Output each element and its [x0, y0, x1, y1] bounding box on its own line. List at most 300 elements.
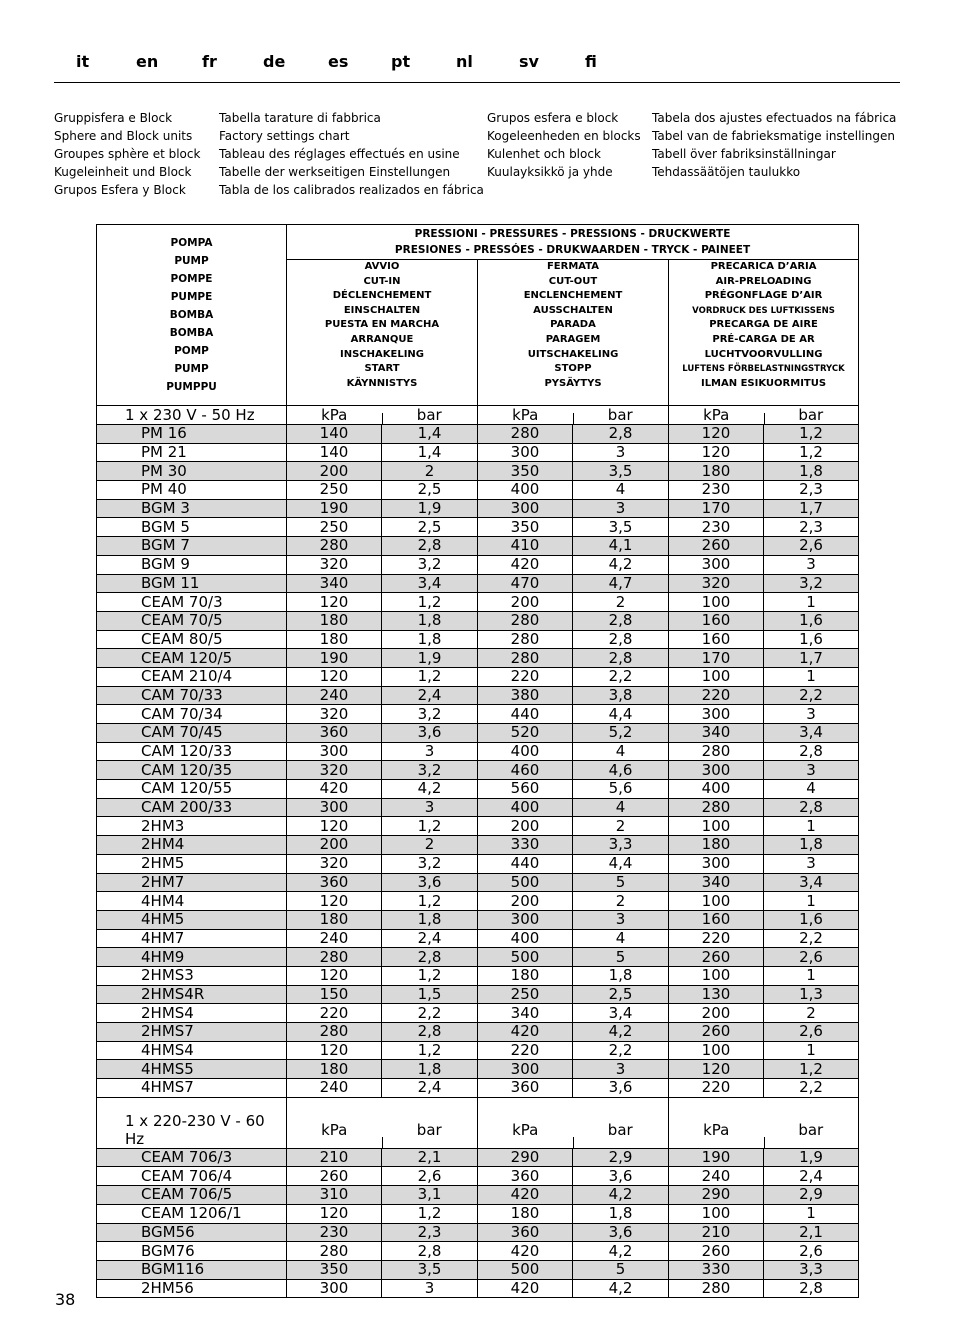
title-line: Gruppisfera e Block	[54, 111, 173, 125]
pressure-value: 420	[478, 555, 573, 574]
pressure-value: 2,2	[764, 686, 859, 705]
pressure-value: 2	[573, 892, 669, 911]
table-row	[97, 1023, 859, 1042]
table-row	[97, 611, 859, 630]
cut-out-header: FERMATA CUT-OUT ENCLENCHEMENT AUSSCHALTEN PARADA PARAGEM UITSCHAKELING STOPP PYSÄYTYS	[478, 260, 669, 406]
pressure-value: 4,4	[573, 854, 669, 873]
table-row	[97, 574, 859, 593]
pump-model: CAM 120/55	[97, 780, 287, 799]
pressure-value: 3	[764, 854, 859, 873]
table-row	[97, 780, 859, 799]
pressure-value: 400	[478, 929, 573, 948]
pressure-value: 300	[669, 555, 764, 574]
pressure-value: 120	[287, 966, 382, 985]
pressure-value: 260	[669, 1242, 764, 1261]
pressure-value: 5,6	[573, 780, 669, 799]
pressure-value: 120	[287, 1041, 382, 1060]
pressure-value: 150	[287, 985, 382, 1004]
pressure-value: 200	[287, 836, 382, 855]
pressure-value: 190	[287, 499, 382, 518]
pressure-value: 5	[573, 1260, 669, 1279]
lang-en: en	[136, 52, 159, 71]
pressure-value: 2,3	[382, 1223, 478, 1242]
pressure-value: 190	[669, 1148, 764, 1167]
pump-model: CAM 120/35	[97, 761, 287, 780]
spacer-cell	[573, 1097, 669, 1112]
unit-kpa: kPa	[287, 406, 382, 425]
pressure-value: 2,6	[764, 1242, 859, 1261]
pressure-value: 560	[478, 780, 573, 799]
pressure-value: 340	[478, 1004, 573, 1023]
pressure-value: 280	[669, 1279, 764, 1298]
pressure-value: 1,2	[382, 667, 478, 686]
pressure-value: 3,6	[573, 1223, 669, 1242]
pressure-value: 280	[478, 611, 573, 630]
pressure-value: 3	[573, 499, 669, 518]
pressure-value: 1,4	[382, 425, 478, 444]
table-row	[97, 948, 859, 967]
pump-model: 2HMS4R	[97, 985, 287, 1004]
pressure-value: 520	[478, 724, 573, 743]
pressure-value: 360	[287, 724, 382, 743]
pressure-value: 440	[478, 705, 573, 724]
pressure-value: 300	[287, 1279, 382, 1298]
pressure-value: 3	[573, 1060, 669, 1079]
pump-model: 2HMS3	[97, 966, 287, 985]
pressure-value: 260	[669, 1023, 764, 1042]
pressure-value: 3	[382, 798, 478, 817]
table-row	[97, 854, 859, 873]
pressure-value: 1,2	[382, 1041, 478, 1060]
pressure-value: 280	[478, 649, 573, 668]
table-row	[97, 593, 859, 612]
pressure-value: 360	[478, 1223, 573, 1242]
pressure-value: 1,2	[382, 1204, 478, 1223]
pressure-value: 3,6	[573, 1079, 669, 1098]
pressure-value: 2,8	[382, 1023, 478, 1042]
pressure-value: 180	[287, 630, 382, 649]
table-row	[97, 761, 859, 780]
title-line: Kogeleenheden en blocks	[487, 129, 641, 143]
lang-de: de	[263, 52, 286, 71]
pressure-value: 180	[669, 836, 764, 855]
pressure-value: 420	[478, 1023, 573, 1042]
unit-kpa: kPa	[478, 1112, 573, 1149]
pressure-value: 100	[669, 1204, 764, 1223]
pressure-value: 2,4	[382, 1079, 478, 1098]
pressure-value: 320	[287, 761, 382, 780]
pressure-value: 2,8	[573, 649, 669, 668]
pressure-value: 3,4	[382, 574, 478, 593]
pressure-value: 290	[478, 1148, 573, 1167]
table-row	[97, 1204, 859, 1223]
pressure-value: 2,2	[382, 1004, 478, 1023]
pressure-value: 160	[669, 611, 764, 630]
pressure-value: 500	[478, 1260, 573, 1279]
air-preload-header: PRECARICA D’ARIA AIR-PRELOADING PRÉGONFLAGE D’AIR VORDRUCK DES LUFTKISSENS PRECARGA DE AIRE PRÉ-CARGA DE AR LUCHTVOORVULLING LUFTENS FÖRBELASTNINGSTRYCK ILMAN ESIKUORMITUS	[669, 260, 859, 406]
pressure-value: 1	[764, 667, 859, 686]
pump-model: CAM 120/33	[97, 742, 287, 761]
pressure-value: 2,5	[573, 985, 669, 1004]
table-row	[97, 836, 859, 855]
pressure-value: 180	[669, 462, 764, 481]
pressure-value: 120	[287, 593, 382, 612]
title-column-4	[652, 109, 896, 181]
pressure-value: 410	[478, 537, 573, 556]
unit-kpa: kPa	[478, 406, 573, 425]
pressure-value: 200	[478, 593, 573, 612]
pressure-value: 500	[478, 948, 573, 967]
pump-model: CEAM 706/5	[97, 1186, 287, 1205]
pump-model: 4HMS4	[97, 1041, 287, 1060]
pressure-value: 4,4	[573, 705, 669, 724]
pressure-value: 1,6	[764, 630, 859, 649]
pressure-value: 240	[287, 686, 382, 705]
pressure-value: 3,1	[382, 1186, 478, 1205]
pressure-value: 100	[669, 966, 764, 985]
pump-model: BGM116	[97, 1260, 287, 1279]
pump-model: BGM56	[97, 1223, 287, 1242]
pump-model: 2HM56	[97, 1279, 287, 1298]
pump-model: CEAM 80/5	[97, 630, 287, 649]
pump-model: 4HM5	[97, 910, 287, 929]
title-line: Tabel van de fabrieksmatige instellingen	[652, 129, 895, 143]
pump-model: 4HM9	[97, 948, 287, 967]
pressure-value: 300	[478, 443, 573, 462]
pressure-value: 4,2	[573, 1279, 669, 1298]
pressure-value: 3	[573, 910, 669, 929]
pressure-value: 1	[764, 817, 859, 836]
pressure-value: 220	[669, 1079, 764, 1098]
pressure-value: 4,1	[573, 537, 669, 556]
pump-model: CAM 70/45	[97, 724, 287, 743]
pressure-value: 2,8	[573, 630, 669, 649]
table-row	[97, 798, 859, 817]
pressure-value: 1,7	[764, 499, 859, 518]
pressure-value: 2	[573, 593, 669, 612]
pump-model: CAM 200/33	[97, 798, 287, 817]
pressure-value: 470	[478, 574, 573, 593]
title-column-1	[54, 109, 200, 199]
pressure-value: 300	[478, 499, 573, 518]
pressure-value: 3,4	[764, 873, 859, 892]
pressure-value: 140	[287, 443, 382, 462]
pressure-value: 280	[287, 537, 382, 556]
pressure-value: 1,6	[764, 910, 859, 929]
pressure-value: 170	[669, 499, 764, 518]
lang-pt: pt	[391, 52, 411, 71]
pressure-value: 2,5	[382, 518, 478, 537]
pump-model: 2HM5	[97, 854, 287, 873]
pressure-value: 3	[382, 742, 478, 761]
pressure-value: 120	[287, 667, 382, 686]
pressure-value: 1,8	[382, 1060, 478, 1079]
pressure-value: 3,5	[573, 462, 669, 481]
pressure-value: 2,4	[382, 929, 478, 948]
pressure-value: 2,2	[573, 667, 669, 686]
language-tabs	[0, 52, 954, 72]
pressure-value: 1,3	[764, 985, 859, 1004]
pressure-value: 3	[573, 443, 669, 462]
pressure-value: 5	[573, 873, 669, 892]
table-row	[97, 462, 859, 481]
pressure-value: 440	[478, 854, 573, 873]
title-line: Kulenhet och block	[487, 147, 601, 161]
title-line: Factory settings chart	[219, 129, 350, 143]
pump-model: 2HM4	[97, 836, 287, 855]
spacer-cell	[669, 1097, 764, 1112]
pressure-value: 1,8	[764, 836, 859, 855]
pressure-value: 4	[573, 929, 669, 948]
pressure-value: 160	[669, 910, 764, 929]
pressure-value: 2,6	[764, 948, 859, 967]
pressure-value: 240	[669, 1167, 764, 1186]
pump-model: BGM 3	[97, 499, 287, 518]
pressure-value: 2,2	[764, 929, 859, 948]
pressure-value: 460	[478, 761, 573, 780]
pressure-value: 3	[764, 705, 859, 724]
table-row	[97, 966, 859, 985]
pressure-value: 2,8	[764, 742, 859, 761]
pressure-value: 4,6	[573, 761, 669, 780]
unit-bar: bar	[573, 406, 669, 425]
pressure-value: 1,9	[764, 1148, 859, 1167]
pressure-value: 4,2	[573, 1186, 669, 1205]
pressure-value: 3,6	[382, 724, 478, 743]
table-row	[97, 667, 859, 686]
table-row	[97, 1242, 859, 1261]
pressure-value: 2,2	[764, 1079, 859, 1098]
pressure-value: 120	[669, 425, 764, 444]
title-column-3	[487, 109, 641, 181]
pump-model: PM 21	[97, 443, 287, 462]
pressure-value: 2,8	[764, 1279, 859, 1298]
pressure-value: 230	[669, 518, 764, 537]
pressure-value: 2,4	[382, 686, 478, 705]
pressure-value: 1	[764, 1041, 859, 1060]
table-row	[97, 742, 859, 761]
unit-bar: bar	[382, 406, 478, 425]
pressure-value: 2,8	[382, 1242, 478, 1261]
pressures-header: PRESSIONI - PRESSURES - PRESSIONS - DRUCKWERTE PRESIONES - PRESSÓES - DRUKWAARDEN - TRYCK - PAINEET	[287, 225, 859, 260]
pressure-value: 3,3	[764, 1260, 859, 1279]
pressure-value: 1,2	[382, 966, 478, 985]
pressure-value: 420	[287, 780, 382, 799]
title-line: Tabell över fabriksinställningar	[652, 147, 836, 161]
pressure-value: 3,8	[573, 686, 669, 705]
pressure-value: 280	[478, 425, 573, 444]
pressure-value: 1,2	[382, 817, 478, 836]
pressure-value: 100	[669, 817, 764, 836]
header-rule	[54, 82, 900, 83]
title-line: Tehdassäätöjen taulukko	[652, 165, 801, 179]
pressure-value: 280	[287, 948, 382, 967]
pressure-value: 250	[287, 481, 382, 500]
pressure-value: 1	[764, 1204, 859, 1223]
pressure-value: 210	[669, 1223, 764, 1242]
table-row	[97, 705, 859, 724]
table-row	[97, 724, 859, 743]
pressure-value: 3	[764, 761, 859, 780]
pressure-value: 320	[669, 574, 764, 593]
table-row	[97, 1279, 859, 1298]
pressure-value: 200	[478, 892, 573, 911]
pressure-value: 420	[478, 1186, 573, 1205]
pressure-value: 1,5	[382, 985, 478, 1004]
pressure-value: 290	[669, 1186, 764, 1205]
table-row	[97, 1167, 859, 1186]
table-row	[97, 1004, 859, 1023]
unit-kpa: kPa	[669, 1112, 764, 1149]
pressure-value: 330	[669, 1260, 764, 1279]
pump-model: CEAM 70/3	[97, 593, 287, 612]
pressure-value: 1,4	[382, 443, 478, 462]
pressure-value: 2,8	[764, 798, 859, 817]
pressure-value: 2,5	[382, 481, 478, 500]
pump-model: CEAM 706/4	[97, 1167, 287, 1186]
table-row	[97, 1186, 859, 1205]
pressure-value: 200	[478, 817, 573, 836]
pressure-value: 2,8	[573, 425, 669, 444]
pressure-value: 4,2	[573, 555, 669, 574]
pump-model: CEAM 706/3	[97, 1148, 287, 1167]
unit-kpa: kPa	[287, 1112, 382, 1149]
pressure-value: 100	[669, 667, 764, 686]
pressure-value: 280	[669, 742, 764, 761]
spacer-cell	[97, 1097, 287, 1112]
pressure-value: 360	[478, 1167, 573, 1186]
pressure-value: 2,3	[764, 481, 859, 500]
title-line: Grupos Esfera y Block	[54, 183, 186, 197]
pressure-value: 2,6	[382, 1167, 478, 1186]
pressure-value: 2,9	[764, 1186, 859, 1205]
pump-model: BGM76	[97, 1242, 287, 1261]
pressure-value: 300	[669, 761, 764, 780]
spacer-cell	[764, 1097, 859, 1112]
spacer-cell	[478, 1097, 573, 1112]
table-row	[97, 555, 859, 574]
table-row	[97, 1060, 859, 1079]
table-row	[97, 1079, 859, 1098]
pressure-value: 2,1	[764, 1223, 859, 1242]
pressure-value: 350	[287, 1260, 382, 1279]
pressure-value: 420	[478, 1279, 573, 1298]
pressure-value: 200	[669, 1004, 764, 1023]
title-line: Grupos esfera e block	[487, 111, 619, 125]
pressure-value: 2	[382, 836, 478, 855]
table-row	[97, 518, 859, 537]
pressure-value: 2	[573, 817, 669, 836]
spacer-cell	[382, 1097, 478, 1112]
pressure-value: 340	[669, 873, 764, 892]
pressure-value: 4	[573, 742, 669, 761]
cut-in-header: AVVIO CUT-IN DÉCLENCHEMENT EINSCHALTEN PUESTA EN MARCHA ARRANQUE INSCHAKELING START KÄYNNISTYS	[287, 260, 478, 406]
pressure-value: 1,6	[764, 611, 859, 630]
pressure-value: 4	[764, 780, 859, 799]
unit-bar: bar	[573, 1112, 669, 1149]
pressure-value: 4,2	[573, 1242, 669, 1261]
pump-model: CEAM 1206/1	[97, 1204, 287, 1223]
pressure-value: 4	[573, 798, 669, 817]
pressure-value: 1,8	[382, 910, 478, 929]
pressure-value: 240	[287, 929, 382, 948]
lang-fr: fr	[202, 52, 217, 71]
lang-it: it	[76, 52, 90, 71]
pressure-value: 4,2	[573, 1023, 669, 1042]
pressure-value: 120	[287, 817, 382, 836]
pump-model: 2HMS7	[97, 1023, 287, 1042]
pressure-value: 1,8	[764, 462, 859, 481]
pressure-value: 400	[478, 742, 573, 761]
title-line: Tabela dos ajustes efectuados na fábrica	[652, 111, 897, 125]
pressure-value: 1,9	[382, 499, 478, 518]
pressure-value: 360	[287, 873, 382, 892]
pressure-value: 280	[287, 1242, 382, 1261]
pressure-value: 260	[669, 948, 764, 967]
pressure-value: 1,7	[764, 649, 859, 668]
pressure-value: 4	[573, 481, 669, 500]
pressure-value: 3,6	[573, 1167, 669, 1186]
table-row	[97, 1041, 859, 1060]
pressure-value: 3,3	[573, 836, 669, 855]
pressure-value: 310	[287, 1186, 382, 1205]
pressure-value: 320	[287, 555, 382, 574]
pressure-value: 300	[287, 742, 382, 761]
table-row	[97, 481, 859, 500]
factory-settings-table	[96, 224, 859, 1298]
pressure-value: 4,2	[382, 780, 478, 799]
pressure-value: 2,1	[382, 1148, 478, 1167]
pressure-value: 3,2	[764, 574, 859, 593]
pressure-value: 1,2	[764, 425, 859, 444]
section-spacer	[97, 1097, 859, 1112]
pressure-value: 220	[478, 1041, 573, 1060]
pressure-value: 2,8	[573, 611, 669, 630]
voltage-label: 1 x 230 V - 50 Hz	[97, 406, 287, 425]
pressure-value: 2,6	[764, 537, 859, 556]
unit-row	[97, 406, 859, 425]
pressure-value: 300	[478, 910, 573, 929]
pump-model: 4HMS5	[97, 1060, 287, 1079]
pressure-value: 170	[669, 649, 764, 668]
pressure-value: 2,2	[573, 1041, 669, 1060]
unit-bar: bar	[382, 1112, 478, 1149]
pressure-value: 260	[287, 1167, 382, 1186]
table-row	[97, 873, 859, 892]
pressure-value: 2,4	[764, 1167, 859, 1186]
table-row	[97, 929, 859, 948]
table-row	[97, 985, 859, 1004]
table-row	[97, 1260, 859, 1279]
pressure-value: 3	[764, 555, 859, 574]
pressure-value: 280	[669, 798, 764, 817]
pressure-value: 180	[287, 1060, 382, 1079]
pressure-value: 280	[287, 1023, 382, 1042]
unit-kpa: kPa	[669, 406, 764, 425]
table-row	[97, 1223, 859, 1242]
table-row	[97, 817, 859, 836]
title-line: Tabella tarature di fabbrica	[219, 111, 381, 125]
pressure-value: 380	[478, 686, 573, 705]
pressure-value: 1,2	[382, 892, 478, 911]
pump-model: PM 40	[97, 481, 287, 500]
pressure-value: 2	[764, 1004, 859, 1023]
pressure-value: 300	[478, 1060, 573, 1079]
pressure-value: 3,2	[382, 854, 478, 873]
lang-es: es	[328, 52, 349, 71]
pump-model: CEAM 70/5	[97, 611, 287, 630]
title-column-2	[219, 109, 484, 199]
